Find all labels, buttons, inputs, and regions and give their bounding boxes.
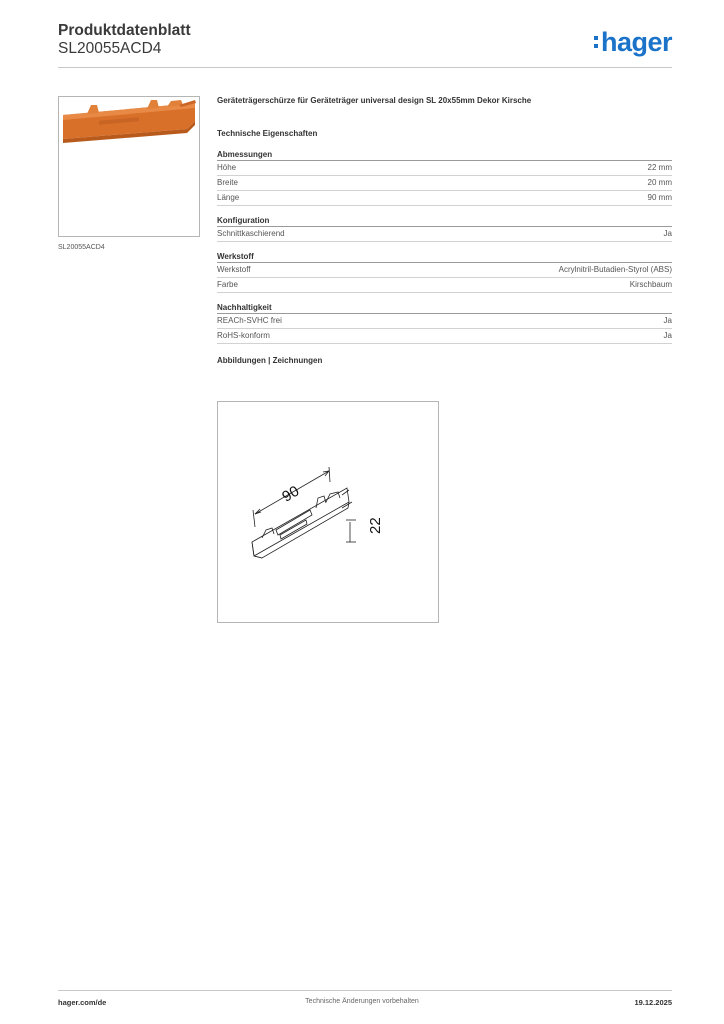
product-image-caption: SL20055ACD4 (58, 244, 105, 251)
article-number: SL20055ACD4 (58, 40, 162, 57)
section-sustainability (217, 303, 672, 344)
property-row (217, 191, 672, 206)
section-configuration (217, 216, 672, 242)
property-row (217, 227, 672, 242)
property-label: REACh-SVHC frei (217, 316, 282, 325)
product-description: Geräteträgerschürze für Geräteträger universal design SL 20x55mm Dekor Kirsche (217, 96, 532, 105)
property-row (217, 176, 672, 191)
property-row (217, 329, 672, 344)
header-divider (58, 67, 672, 68)
section-material (217, 252, 672, 293)
hager-logo (594, 28, 672, 56)
images-heading: Abbildungen | Zeichnungen (217, 356, 323, 365)
technical-drawing (217, 401, 439, 623)
property-label: RoHS-konform (217, 331, 270, 340)
product-photo-icon (59, 97, 199, 236)
dimension-drawing (218, 402, 438, 622)
footer-note: Technische Änderungen vorbehalten (305, 998, 419, 1005)
property-label: Höhe (217, 163, 237, 172)
property-value: 20 mm (647, 178, 672, 187)
product-content (217, 96, 672, 365)
property-label: Länge (217, 193, 240, 202)
property-value: Ja (663, 316, 672, 325)
height-label: 22 (367, 517, 384, 534)
document-header (58, 22, 191, 58)
property-value: Acrylnitril-Butadien-Styrol (ABS) (558, 265, 672, 274)
property-row (217, 161, 672, 176)
property-value: Kirschbaum (629, 280, 672, 289)
section-dimensions (217, 150, 672, 206)
property-label: Farbe (217, 280, 238, 289)
section-heading: Werkstoff (217, 252, 672, 263)
property-row (217, 314, 672, 329)
property-label: Schnittkaschierend (217, 229, 285, 238)
property-label: Werkstoff (217, 265, 251, 274)
page-title: Produktdatenblatt (58, 22, 191, 39)
logo-dots-icon (594, 34, 598, 50)
product-image (58, 96, 200, 237)
logo-text: hager (600, 27, 672, 57)
property-value: Ja (663, 229, 672, 238)
footer-divider (58, 990, 672, 991)
section-heading: Abmessungen (217, 150, 672, 161)
section-heading: Konfiguration (217, 216, 672, 227)
tech-heading: Technische Eigenschaften (217, 129, 318, 138)
property-row (217, 263, 672, 278)
section-heading: Nachhaltigkeit (217, 303, 672, 314)
property-row (217, 278, 672, 293)
property-value: 22 mm (647, 163, 672, 172)
property-label: Breite (217, 178, 238, 187)
length-label: 90 (279, 482, 303, 506)
property-value: 90 mm (647, 193, 672, 202)
footer-website-link[interactable]: hager.com/de (58, 998, 107, 1007)
property-value: Ja (663, 331, 672, 340)
footer-date: 19.12.2025 (634, 998, 672, 1007)
